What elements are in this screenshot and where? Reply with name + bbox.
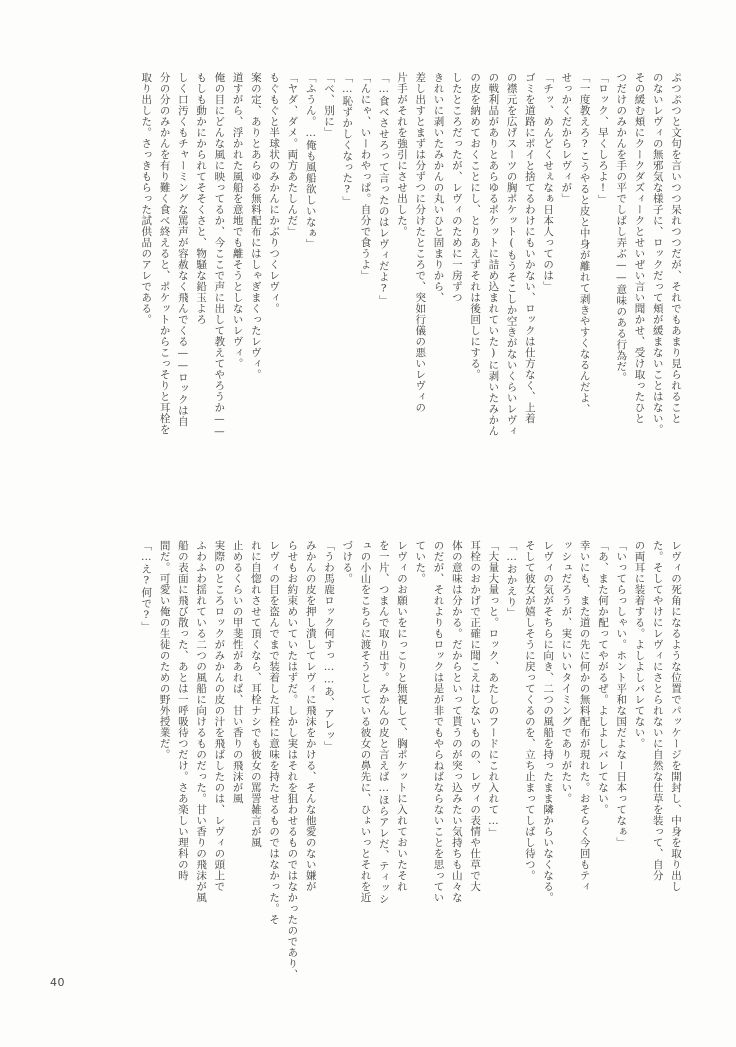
text-column: 分の分のみかんを有り難く食べ終えると、ポケットからこっそりと耳栓を <box>158 72 171 435</box>
text-column: ぷつぷつと文句を言いつつ呆れつつだが、それでもあまり見られること <box>670 72 682 424</box>
text-column: の襟元を広げスーツの胸ポケット(もうそこしか空きがないくらいレヴィ <box>505 72 518 437</box>
page-number: 40 <box>50 976 65 989</box>
text-column: 「ヤダ、ダメ。両方あたしんだ」 <box>286 72 299 237</box>
text-column: 「あ、また何か配ってやがるぜ。よしよしバレてない。 <box>596 540 609 815</box>
text-column: もぐもぐと半球状のみかんにかぶりつくレヴィ。 <box>268 72 281 314</box>
text-column: 「大量大量っと。ロック、あたしのフードにこれ入れて…」 <box>487 540 500 839</box>
text-column: 差し出すとまずは分ずつに分けたところで、突如行儀の悪いレヴィの <box>414 72 427 413</box>
text-column: 「べ、別に」 <box>322 72 335 138</box>
text-column: したところだったが、レヴィのために一房ずつ <box>450 72 463 303</box>
text-column: 止めるくらいの甲斐性があれば、甘い香りの飛沫が風 <box>231 540 244 804</box>
text-column: のないレヴィの無邪気な様子に、ロックだって頬が緩まないことはない。 <box>651 72 664 435</box>
text-column: 「一度教えろ?こうやると皮と中身が離れて剥きやすくなるんだよ、 <box>578 72 591 415</box>
text-column: 幸いにも、また道の先に何かの無料配布が現れた。おそらく今回もティ <box>578 540 591 892</box>
text-column: を一片、つまんで取り出す。みかんの皮と言えば…ほらアレだ、ティッシ <box>377 540 390 905</box>
text-column: つだけのみかんを手の平でしばし弄ぶ——意味のある行為だ。 <box>615 72 628 383</box>
text-column: 俺の目にどんな風に映ってるか、今ここで声に出して教えてやろうか—— <box>213 72 226 438</box>
text-column: 「…恥ずかしくなった?」 <box>341 72 354 207</box>
text-column: らせもお約束めいていたはずだ。しかし実はそれを狙わせるものではなかったのであり、 <box>286 540 299 980</box>
text-column: もしも動かにかられてそそくさと、物騒な鉛玉よろ <box>195 72 208 325</box>
text-column: ゴミを道路にポイと捨てるわけにもいかない、ロックは仕方なく、上着 <box>523 72 536 424</box>
text-column: ふわふわ揺れている二つの風船に向けるものだった。甘い香りの飛沫が風 <box>195 540 208 903</box>
text-column: ッシュだろうが、実にいいタイミングでありがたい。 <box>560 540 573 804</box>
text-column: の皮を納めておくことにし、とりあえずそれは後回しにする。 <box>469 72 482 380</box>
text-column: レヴィの気がそちらに向き、二つの風船を持ったまま隣からいなくなる。 <box>542 540 555 903</box>
text-column: 案の定、ありとあらゆる無料配布にはしゃぎまくったレヴィ。 <box>249 72 262 380</box>
text-column: そして彼女が嬉しそうに戻ってくるのを、立ち止まってしばし待つ。 <box>523 540 536 881</box>
text-column: のだが、それよりもロックは是が非でもやらねばならないことを思ってい <box>432 540 445 903</box>
text-column: みかんの皮を押し潰してレヴィに飛沫をかける、そんな他愛のない嫌が <box>304 540 317 892</box>
text-block-lower <box>136 540 684 980</box>
text-column: きれいに剥いたみかんの丸いひと固まりから、 <box>432 72 445 303</box>
text-column: 間だ。可愛い俺の生徒のための野外授業だ。 <box>158 540 171 760</box>
text-column: 取り出した。さっきもらった試供品のアレである。 <box>140 72 153 325</box>
text-column: せっかくだからレヴィが」 <box>560 72 573 204</box>
text-column: の戦利品がありとあらゆるポケットに詰め込まれていた)に剥いたみかん <box>487 72 500 437</box>
text-column: 「…食べさせろって言ったのはレヴィだよ?」 <box>377 72 390 306</box>
text-column: 「…え?何で?」 <box>140 540 153 633</box>
text-column: 「いってらっしゃい。ホント平和な国だよなー日本ってなぁ」 <box>615 540 628 848</box>
text-column: 船の表面に飛び散った、あとは一呼吸待つだけ。さあ楽しい理科の時 <box>176 540 189 881</box>
text-column: 道すがら、浮かれた風船を意地でも離そうとしないレヴィ。 <box>231 72 244 369</box>
text-column: 片手がそれを強引にさせ出した。 <box>396 72 409 237</box>
text-column: の両耳に装着する。よしよしバレてない。 <box>633 540 646 749</box>
text-column: 「ふうん。…俺も風船欲しいなぁ」 <box>304 72 317 250</box>
text-block-upper <box>136 72 684 492</box>
text-column: レヴィの目を盗んでまで装着した耳栓に意味を持たせるものではなかった。そ <box>268 540 281 925</box>
text-column: 「…おかえり」 <box>505 540 518 619</box>
text-column: 「チッ、めんどくせぇなぁ日本人ってのは」 <box>542 72 555 292</box>
text-column: レヴィの死角になるような位置でパッケージを開封し、中身を取り出し <box>670 540 682 892</box>
text-column: 体の意味は分かる。だからといって貰うのが突っ込みたい気持ちも山々な <box>450 540 463 903</box>
text-column: ュの小山をこちらに渡そうとしている彼女の鼻先に、ひょいっとそれを近 <box>359 540 372 903</box>
text-column: 「んにゃ、いーわやっぱ。自分で食うよ」 <box>359 72 372 281</box>
text-column: レヴィのお願いをにっこりと無視して、胸ポケットに入れておいたそれ <box>396 540 409 892</box>
text-column: づける。 <box>341 540 354 584</box>
text-column: その緩む頬にクークダズィークとせいぜい言い聞かせ、受け取ったひと <box>633 72 646 424</box>
text-column: れに自惚れさせて頂くなら、耳栓ナシでも彼女の罵詈雑言が風 <box>249 540 262 848</box>
text-column: た。そしてやけにレヴィにさとられないに自然な仕草を装って、自分 <box>651 540 664 881</box>
text-column: 「うわ馬鹿ロック何すっ……あ、アレッ」 <box>322 540 335 752</box>
text-column: 「ロック、早くしろよ!」 <box>596 72 609 206</box>
text-column: しく口汚くもチャーミングな罵声が容赦なく飛んでくる——ロックは自 <box>176 72 189 427</box>
text-column: 耳栓のおかげで正確に聞こえはしないものの、レヴィの表情や仕草で大 <box>469 540 482 892</box>
text-column: 実際のところロックがみかんの皮の汁を飛ばしたのは、レヴィの頭上で <box>213 540 226 892</box>
text-column: ていた。 <box>414 540 427 584</box>
